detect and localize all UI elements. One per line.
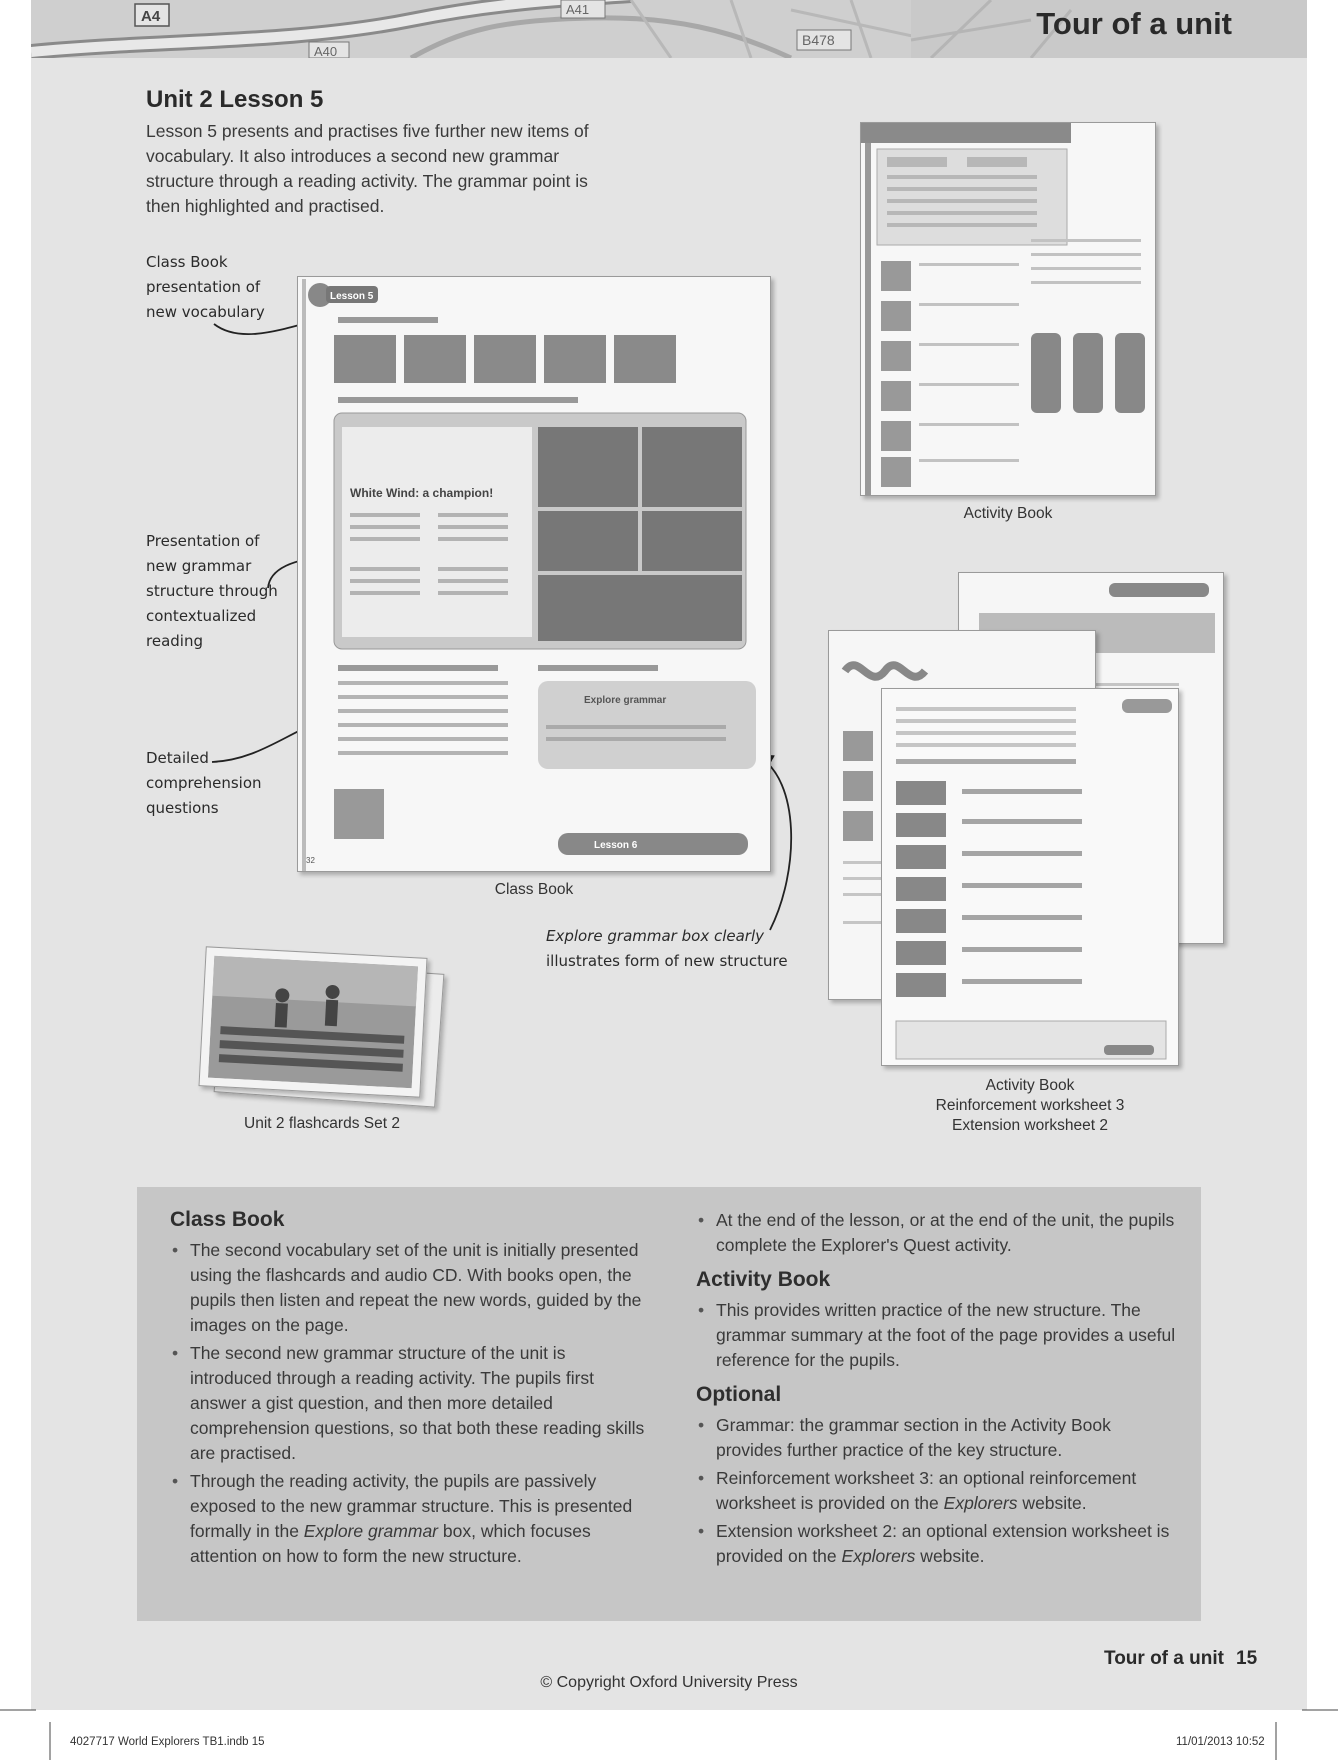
map-label-a41: A41	[566, 2, 590, 17]
footer-title: Tour of a unit	[1104, 1648, 1224, 1669]
page-number: 15	[1236, 1648, 1258, 1669]
class-book-page-drawing	[298, 277, 771, 872]
caption-activity-book: Activity Book	[963, 505, 1053, 522]
notes-class-book-bullet: • The second vocabulary set of the unit is initially presented using the flashcards and audio CD. With books open, the pupils then listen and repeat the new words, guided by the images on the page.	[170, 1238, 650, 1338]
map-label-b478: B478	[802, 32, 835, 48]
flashcard-image	[208, 956, 418, 1089]
activity-book-workbook-thumbnail	[881, 688, 1179, 1066]
svg-text:Lesson 5: Lesson 5	[330, 291, 374, 302]
flashcard-front	[198, 946, 427, 1097]
annotation-grammar: Presentation of new grammar structure through contextualized reading	[146, 532, 278, 650]
map-label-a4: A4	[141, 8, 161, 25]
notes-activity-book-title: Activity Book	[696, 1268, 831, 1291]
notes-optional-bullet: • Extension worksheet 2: an optional extension worksheet is provided on the Explorers website.	[696, 1519, 1176, 1569]
caption-class-book: Class Book	[494, 881, 574, 898]
slug-timestamp: 11/01/2013 10:52	[1176, 1736, 1265, 1748]
svg-text:32: 32	[306, 856, 315, 865]
annotation-explore-grammar: Explore grammar box clearly illustrates form of new structure	[546, 927, 788, 970]
notes-right-column	[696, 1208, 1176, 1572]
notes-optional-bullet: • Reinforcement worksheet 3: an optional reinforcement worksheet is provided on the Explorers website.	[696, 1466, 1176, 1516]
caption-activity-book-worksheets: Activity Book Reinforcement worksheet 3 Extension worksheet 2	[935, 1077, 1125, 1134]
annotation-comprehension: Detailed comprehension questions	[146, 749, 262, 817]
copyright-notice: © Copyright Oxford University Press	[540, 1674, 798, 1691]
caption-flashcards: Unit 2 flashcards Set 2	[244, 1115, 400, 1132]
svg-text:White Wind: a champion!: White Wind: a champion!	[350, 486, 494, 500]
svg-text:Lesson 6: Lesson 6	[594, 840, 638, 851]
notes-class-book-bullet: • At the end of the lesson, or at the end of the unit, the pupils complete the Explorer's Quest activity.	[696, 1208, 1176, 1258]
lesson-intro: Lesson 5 presents and practises five further new items of vocabulary. It also introduces a second new grammar structure through a reading activity. The grammar point is then highlighted and practised.	[146, 121, 589, 216]
crop-marks	[0, 1700, 1338, 1760]
map-label-a40: A40	[314, 44, 338, 58]
notes-class-book-bullet: • The second new grammar structure of the unit is introduced through a reading activity. The pupils first answer a gist question, and then more detailed comprehension questions, so that both these reading skills are practised.	[170, 1341, 650, 1466]
activity-book-page-drawing	[861, 123, 1156, 496]
activity-book-page-thumbnail	[860, 122, 1156, 496]
header-title: Tour of a unit	[1036, 6, 1232, 41]
notes-optional-title: Optional	[696, 1383, 782, 1406]
slug-file-info: 4027717 World Explorers TB1.indb 15	[70, 1736, 265, 1748]
notes-activity-book-bullet: • This provides written practice of the new structure. The grammar summary at the foot of the page provides a useful reference for the pupils.	[696, 1298, 1176, 1373]
notes-left-column	[170, 1208, 650, 1572]
notes-class-book-bullet: • Through the reading activity, the pupils are passively exposed to the new grammar structure. This is presented formally in the Explore grammar box, which focuses attention on how to form the new structure.	[170, 1469, 650, 1569]
lesson-heading: Unit 2 Lesson 5	[146, 86, 324, 113]
annotation-vocabulary: Class Book presentation of new vocabulary	[146, 253, 265, 321]
notes-class-book-title: Class Book	[170, 1208, 285, 1231]
class-book-page-thumbnail	[297, 276, 771, 872]
notes-optional-bullet: • Grammar: the grammar section in the Activity Book provides further practice of the key structure.	[696, 1413, 1176, 1463]
svg-text:Explore grammar: Explore grammar	[584, 695, 667, 706]
